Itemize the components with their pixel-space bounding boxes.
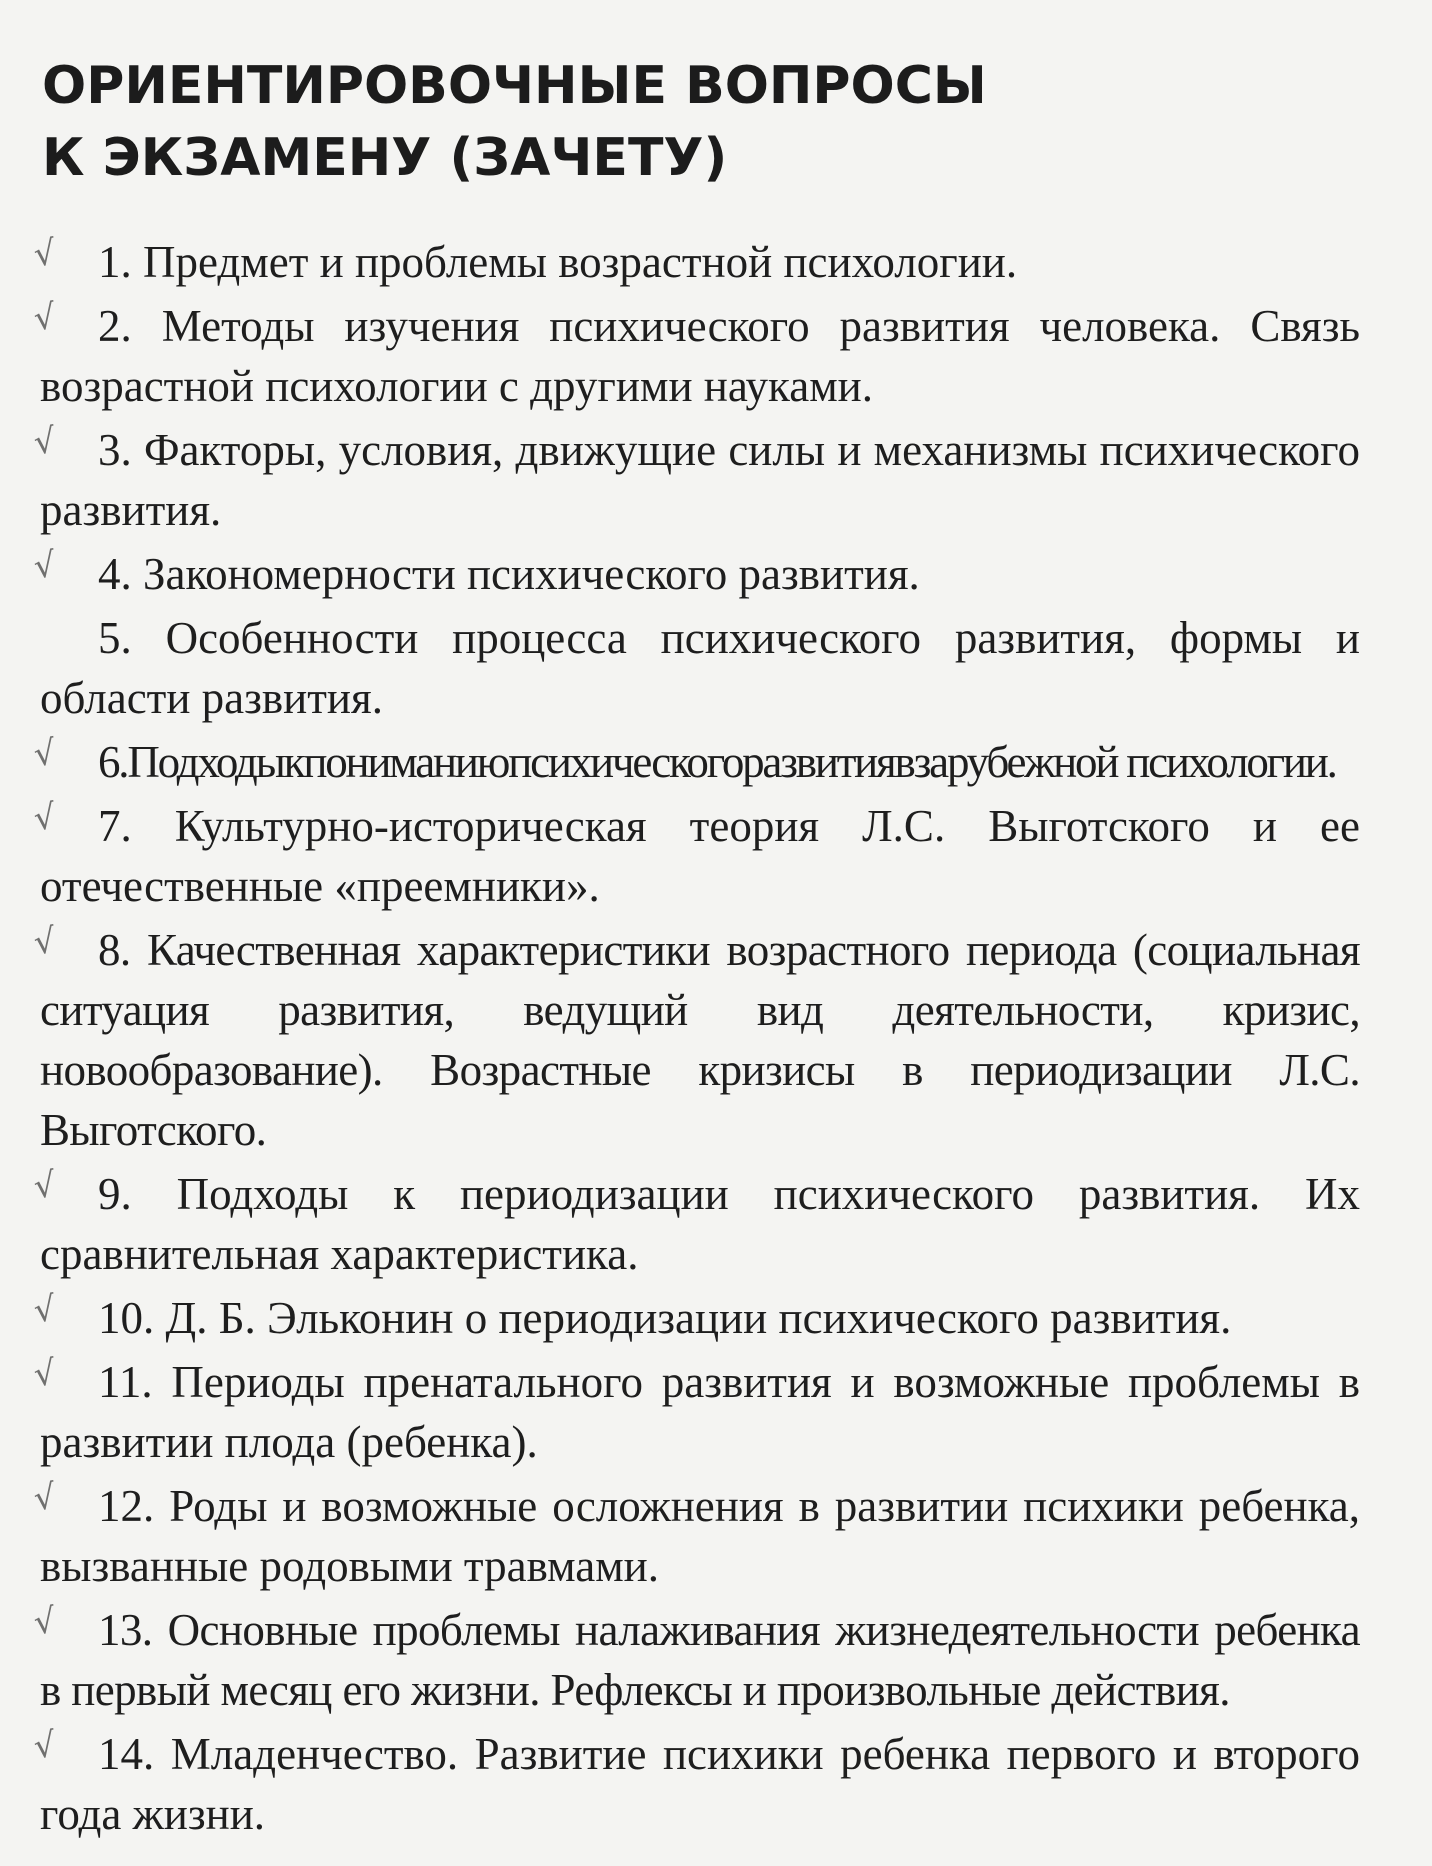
question-text: 9. Подходы к периодизации психического развития. Их сравнительная характеристика. — [40, 1169, 1360, 1279]
question-item — [31, 232, 1360, 292]
question-item — [31, 1288, 1360, 1348]
handwritten-check-icon: √ — [31, 1724, 59, 1768]
handwritten-check-icon: √ — [31, 544, 59, 588]
question-text: 11. Периоды пренатального развития и возможные проблемы в развитии плода (ребенка). — [40, 1357, 1360, 1467]
question-text: 13. Основные проблемы налаживания жизнедеятельности ребенка в первый месяц его жизни. Рефлексы и произвольные действия. — [40, 1605, 1360, 1715]
question-text: 10. Д. Б. Эльконин о периодизации психического развития. — [98, 1293, 1232, 1343]
question-item — [31, 1724, 1360, 1844]
handwritten-check-icon: √ — [31, 1164, 59, 1208]
title-line-1: ОРИЕНТИРОВОЧНЫЕ ВОПРОСЫ — [42, 56, 987, 116]
question-text: 2. Методы изучения психического развития человека. Связь возрастной психологии с другими науками. — [40, 301, 1360, 411]
question-text: 5. Особенности процесса психического развития, формы и области развития. — [40, 613, 1360, 723]
question-item — [40, 608, 1360, 728]
title-line-2: К ЭКЗАМЕНУ (ЗАЧЕТУ) — [42, 128, 728, 188]
question-item — [31, 296, 1360, 416]
question-item — [31, 1164, 1360, 1284]
handwritten-check-icon: √ — [31, 796, 59, 840]
question-item — [31, 732, 1360, 792]
handwritten-check-icon: √ — [31, 1600, 58, 1644]
handwritten-check-icon: √ — [31, 1288, 59, 1332]
question-item — [31, 420, 1360, 540]
question-text: 7. Культурно-историческая теория Л.С. Выготского и ее отечественные «преемники». — [40, 801, 1360, 911]
document-title — [42, 50, 1242, 194]
question-item — [31, 544, 1360, 604]
question-list — [31, 232, 1360, 1848]
question-text: 14. Младенчество. Развитие психики ребенка первого и второго года жизни. — [40, 1729, 1360, 1839]
question-item — [31, 796, 1360, 916]
question-text: 3. Факторы, условия, движущие силы и механизмы психического развития. — [40, 425, 1360, 535]
handwritten-check-icon: √ — [31, 1476, 59, 1520]
question-text: 1. Предмет и проблемы возрастной психологии. — [98, 237, 1018, 287]
question-text: 6.Подходыкпониманиюпсихическогоразвитиявзарубежной психологии. — [98, 737, 1336, 787]
handwritten-check-icon: √ — [31, 420, 59, 464]
question-item — [31, 1600, 1360, 1720]
handwritten-check-icon: √ — [31, 1352, 59, 1396]
handwritten-check-icon: √ — [31, 232, 59, 276]
question-text: 12. Роды и возможные осложнения в развитии психики ребенка, вызванные родовыми травмами. — [40, 1481, 1360, 1591]
handwritten-check-icon: √ — [31, 296, 59, 340]
question-text: 8. Качественная характеристики возрастного периода (социальная ситуация развития, ведущий вид деятельности, кризис, новообразование). Возрастные кризисы в периодизации Л.С. Выготского. — [40, 925, 1360, 1155]
question-item — [31, 1476, 1360, 1596]
question-item — [31, 1352, 1360, 1472]
handwritten-check-icon: √ — [31, 732, 57, 776]
handwritten-check-icon: √ — [31, 920, 58, 964]
question-item — [31, 920, 1360, 1160]
question-text: 4. Закономерности психического развития. — [98, 549, 920, 599]
